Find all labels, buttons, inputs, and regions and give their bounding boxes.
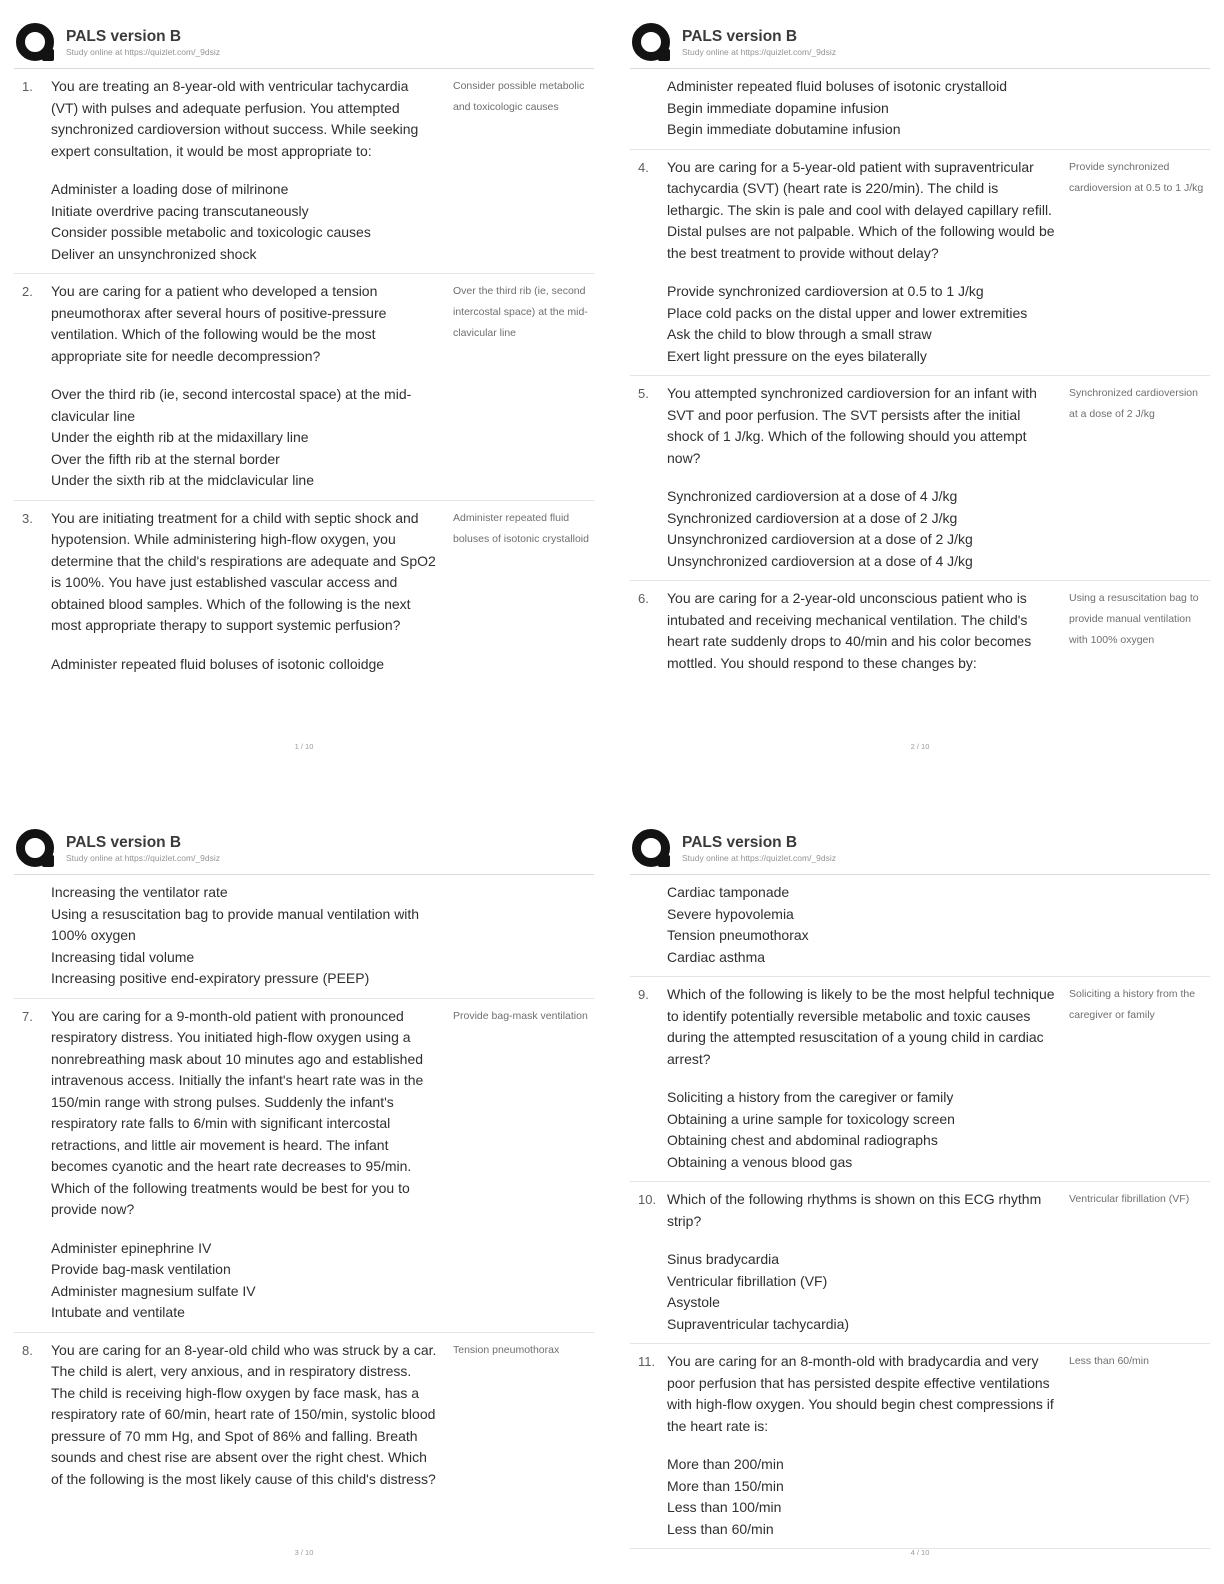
question-text: You attempted synchronized cardioversion for an infant with SVT and poor perfusion. The SVT persists after the initial shock of 1 J/kg. Which of the following should you attempt now? [667,385,1037,466]
option-line: Initiate overdrive pacing transcutaneously [51,202,309,219]
question-column [667,76,1055,141]
question-number: 6. [638,591,649,606]
option-line: Ask the child to blow through a small straw [667,326,932,342]
qa-item [630,1182,1210,1344]
qa-item [630,69,1210,150]
margin-answer: Tension pneumothorax [453,1343,560,1356]
question-number: 10. [638,1192,657,1207]
option-line: Soliciting a history from the caregiver or family [667,1089,954,1105]
question-column [51,882,439,990]
question-column [667,1189,1055,1335]
page-body [14,875,594,1498]
question-number: 9. [638,987,649,1002]
question-number: 3. [22,510,33,526]
question-column [667,383,1055,572]
doc-title: PALS version B [682,833,798,851]
option-line: Administer repeated fluid boluses of isotonic colloidge [51,655,385,672]
option-line: Cardiac asthma [667,948,766,965]
header-meta [66,833,220,864]
option-line: Obtaining chest and abdominal radiographs [667,1132,938,1148]
option-line: Exert light pressure on the eyes bilaterally [667,347,927,364]
option-line: Asystole [667,1294,720,1310]
answer-options [51,1238,439,1324]
doc-subtitle: Study online at https://quizlet.com/_9dsiz [66,46,221,57]
qa-item [630,376,1210,581]
question-column [667,1351,1055,1540]
quizlet-q-icon [632,23,670,61]
doc-title: PALS version B [682,27,798,45]
question-text: You are caring for a patient who developed a tension pneumothorax after several hours of positive-pressure ventilation. Which of the following would be the most appropriate site for needle decompression? [51,283,387,364]
option-line: Sinus bradycardia [667,1251,780,1267]
question-column [51,281,439,492]
margin-answer: Administer repeated fluid boluses of isotonic crystalloid [453,511,589,545]
header-meta [66,27,220,58]
option-line: Place cold packs on the distal upper and lower extremities [667,304,1028,321]
answer-options [51,654,439,676]
option-line: More than 200/min [667,1456,784,1472]
option-line: Under the sixth rib at the midclavicular line [51,472,315,488]
answer-options [667,1087,1055,1173]
question-number: 4. [638,159,649,175]
option-line: Intubate and ventilate [51,1304,185,1320]
doc-title: PALS version B [66,833,182,851]
question-column [51,508,439,676]
question-number: 8. [22,1342,33,1358]
option-line: Using a resuscitation bag to provide manual ventilation with 100% oxygen [51,905,420,943]
question-column [51,1006,439,1324]
quizlet-q-icon [16,23,54,61]
page-body [630,69,1210,682]
question-text: You are caring for a 9-month-old patient with pronounced respiratory distress. You initiated high-flow oxygen using a nonrebreathing mask about 10 minutes ago and established intravenous access. Initially the infant's heart rate was in the 150/min range with strong pulses. Suddenly the infant's respiratory rate falls to 6/min with significant intercostal retractions, and little air movement is heard. The infant becomes cyanotic and the heart rate decreases to 95/min. Which of the following treatments would be best for you to provide now? [51,1007,424,1217]
question-column [51,1340,439,1491]
doc-subtitle: Study online at https://quizlet.com/_9dsiz [682,852,837,863]
page-footer: 3 / 10 [294,1548,314,1557]
question-column [667,157,1055,368]
question-number: 1. [22,79,33,94]
doc-subtitle: Study online at https://quizlet.com/_9dsiz [66,852,221,863]
option-line: Ventricular fibrillation (VF) [667,1272,828,1289]
qa-item [630,150,1210,377]
question-number: 5. [638,386,649,401]
quizlet-q-icon [16,829,54,867]
question-text: You are initiating treatment for a child with septic shock and hypotension. While administering high-flow oxygen, you determine that the child's respirations are adequate and SpO2 is 100%. You have just established vascular access and obtained blood samples. Which of the following is the next most appropriate therapy to support systemic perfusion? [51,509,436,633]
question-text: You are treating an 8-year-old with ventricular tachycardia (VT) with pulses and adequate perfusion. You attempted synchronized cardioversion without success. While seeking expert consultation, it would be most appropriate to: [51,78,419,159]
question-text: You are caring for a 5-year-old patient with supraventricular tachycardia (SVT) (heart rate is 220/min). The child is lethargic. The skin is pale and cool with delayed capillary refill. Distal pulses are not palpable. Which of the following would be the best treatment to provide without delay? [667,158,1055,261]
answer-options [667,281,1055,367]
question-text: Which of the following is likely to be the most helpful technique to identify potentially reversible metabolic and toxic causes during the attempted resuscitation of a young child in cardiac arrest? [667,986,1055,1067]
answer-options [51,179,439,265]
answer-options [51,882,439,990]
option-line: Increasing positive end-expiratory pressure (PEEP) [51,970,370,986]
margin-answer: Over the third rib (ie, second intercostal space) at the mid-clavicular line [453,285,588,339]
answer-options [667,1454,1055,1540]
question-number: 2. [22,284,33,299]
option-line: Administer repeated fluid boluses of isotonic crystalloid [667,78,1008,94]
option-line: Cardiac tamponade [667,884,790,900]
margin-answer: Using a resuscitation bag to provide manual ventilation with 100% oxygen [1069,592,1199,646]
margin-answer: Provide bag-mask ventilation [453,1009,588,1022]
margin-answer: Synchronized cardioversion at a dose of 2 J/kg [1069,387,1198,420]
answer-options [667,882,1055,968]
qa-item [14,69,594,274]
page-header [630,820,1210,875]
option-line: Administer magnesium sulfate IV [51,1282,256,1299]
option-line: Increasing the ventilator rate [51,884,228,900]
printed-page [14,820,594,1561]
margin-answer: Consider possible metabolic and toxicologic causes [453,80,585,113]
qa-item [14,1333,594,1499]
option-line: Begin immediate dopamine infusion [667,99,889,116]
answer-options [667,486,1055,572]
header-meta [682,27,836,58]
qa-item [14,875,594,999]
option-line: Severe hypovolemia [667,905,794,922]
qa-item [630,977,1210,1182]
option-line: Under the eighth rib at the midaxillary line [51,429,309,445]
option-line: Unsynchronized cardioversion at a dose of 4 J/kg [667,552,973,569]
option-line: Tension pneumothorax [667,927,809,943]
option-line: Provide synchronized cardioversion at 0.5 to 1 J/kg [667,283,984,299]
question-text: You are caring for an 8-year-old child who was struck by a car. The child is alert, very anxious, and in respiratory distress. The child is receiving high-flow oxygen by face mask, has a respiratory rate of 60/min, heart rate of 150/min, systolic blood pressure of 70 mm Hg, and Spot of 86% and falling. Breath sounds and chest rise are absent over the right chest. Which of the following is the most likely cause of this child's distress? [51,1341,437,1487]
page-footer: 4 / 10 [910,1548,930,1557]
quizlet-q-tail [42,855,54,867]
quizlet-q-icon [632,829,670,867]
printed-page [14,14,594,755]
page-header [630,14,1210,69]
question-text: You are caring for a 2-year-old unconscious patient who is intubated and receiving mechanical ventilation. The child's heart rate suddenly drops to 40/min and his color becomes mottled. You should respond to these changes by: [667,590,1032,671]
option-line: More than 150/min [667,1477,784,1494]
page-footer: 1 / 10 [294,742,314,751]
option-line: Increasing tidal volume [51,948,195,965]
margin-answer: Provide synchronized cardioversion at 0.5 to 1 J/kg [1069,160,1204,194]
question-text: You are caring for an 8-month-old with bradycardia and very poor perfusion that has persisted despite effective ventilations with high-flow oxygen. You should begin chest compressions if the heart rate is: [667,1353,1054,1434]
option-line: Unsynchronized cardioversion at a dose of 2 J/kg [667,531,973,547]
option-line: Less than 100/min [667,1499,782,1515]
question-column [667,588,1055,674]
option-line: Supraventricular tachycardia) [667,1315,850,1332]
margin-answer: Ventricular fibrillation (VF) [1069,1193,1190,1205]
margin-answer: Soliciting a history from the caregiver or family [1069,988,1196,1021]
qa-item [14,501,594,684]
page-header [14,14,594,69]
qa-item [630,875,1210,977]
margin-answer: Less than 60/min [1069,1355,1149,1367]
answer-options [667,1249,1055,1335]
quizlet-q-tail [658,49,670,61]
option-line: Synchronized cardioversion at a dose of 4 J/kg [667,488,958,504]
quizlet-q-tail [658,855,670,867]
option-line: Administer a loading dose of milrinone [51,181,289,197]
answer-options [667,76,1055,141]
qa-item [630,1344,1210,1549]
option-line: Provide bag-mask ventilation [51,1261,231,1277]
qa-item [630,581,1210,682]
page-body [14,69,594,683]
option-line: Consider possible metabolic and toxicologic causes [51,224,371,240]
question-text: Which of the following rhythms is shown on this ECG rhythm strip? [667,1191,1042,1229]
option-line: Over the fifth rib at the sternal border [51,450,280,467]
option-line: Begin immediate dobutamine infusion [667,121,901,137]
option-line: Obtaining a urine sample for toxicology screen [667,1110,955,1127]
page-header [14,820,594,875]
page-body [630,875,1210,1549]
doc-title: PALS version B [66,27,182,45]
option-line: Deliver an unsynchronized shock [51,245,257,262]
qa-item [14,274,594,501]
page-footer: 2 / 10 [910,742,930,751]
quizlet-q-tail [42,49,54,61]
answer-options [51,384,439,492]
header-meta [682,833,836,864]
printed-page [630,820,1210,1561]
printed-page [630,14,1210,755]
option-line: Less than 60/min [667,1520,774,1537]
question-column [667,984,1055,1173]
question-number: 11. [638,1354,656,1369]
question-column [51,76,439,265]
option-line: Over the third rib (ie, second intercostal space) at the mid-clavicular line [51,386,412,424]
option-line: Obtaining a venous blood gas [667,1153,853,1170]
option-line: Synchronized cardioversion at a dose of 2 J/kg [667,509,958,526]
question-number: 7. [22,1008,33,1024]
option-line: Administer epinephrine IV [51,1239,212,1256]
qa-item [14,999,594,1333]
question-column [667,882,1055,968]
doc-subtitle: Study online at https://quizlet.com/_9dsiz [682,46,837,57]
